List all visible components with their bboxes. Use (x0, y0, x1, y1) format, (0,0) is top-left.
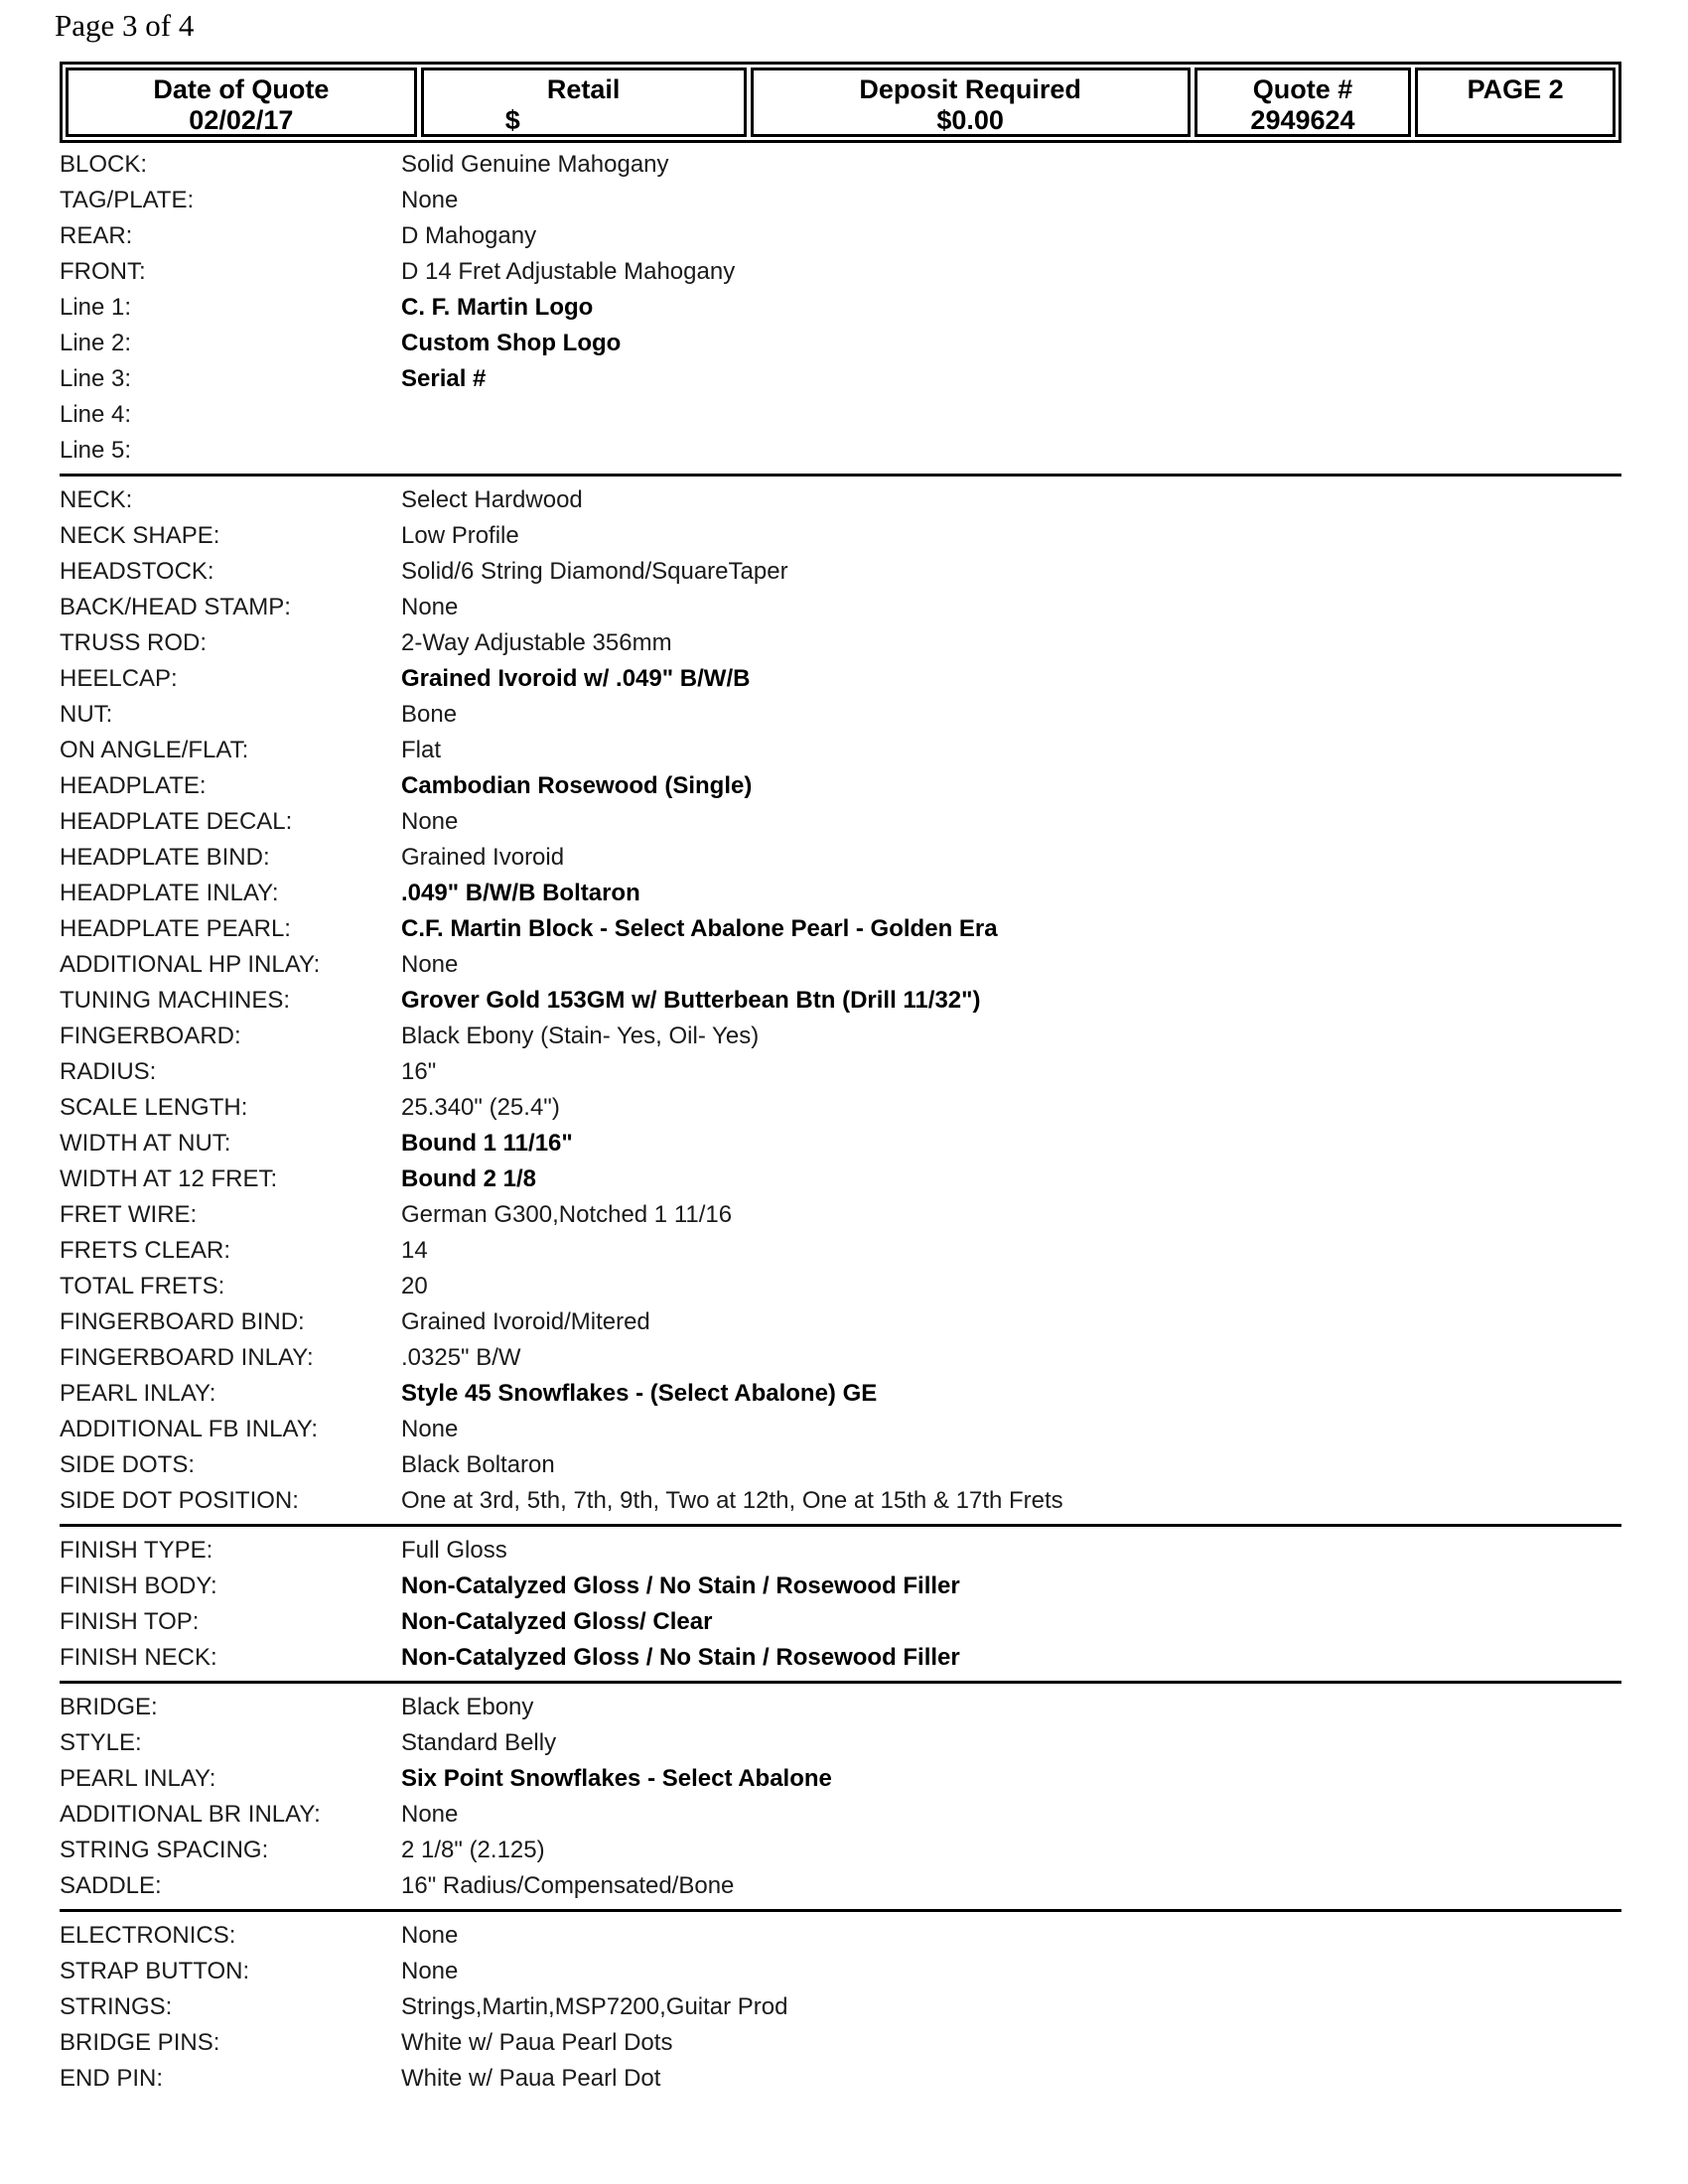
spec-label: STYLE: (60, 1729, 142, 1756)
spec-row (60, 661, 1621, 697)
spec-label: REAR: (60, 222, 133, 249)
spec-value: Non-Catalyzed Gloss / No Stain / Rosewood Filler (401, 1572, 960, 1599)
retail-cell (421, 68, 747, 137)
spec-label: BLOCK: (60, 151, 148, 178)
section-divider (60, 1524, 1621, 1527)
spec-label: HEADPLATE INLAY: (60, 880, 279, 906)
spec-value: None (401, 1958, 459, 1984)
page-number: Page 3 of 4 (55, 8, 195, 43)
spec-label: HEADPLATE DECAL: (60, 808, 293, 835)
spec-row (60, 290, 1621, 326)
spec-row (60, 1304, 1621, 1340)
spec-label: FINISH TYPE: (60, 1537, 213, 1564)
spec-label: SIDE DOT POSITION: (60, 1487, 299, 1514)
spec-value: Style 45 Snowflakes - (Select Abalone) GE (401, 1380, 878, 1407)
deposit-required-cell (751, 68, 1191, 137)
retail-value: $ (504, 105, 520, 135)
spec-row (60, 1690, 1621, 1725)
spec-value: Grover Gold 153GM w/ Butterbean Btn (Drill 11/32") (401, 987, 981, 1014)
spec-value: None (401, 1801, 459, 1828)
spec-label: ON ANGLE/FLAT: (60, 737, 249, 763)
spec-row (60, 1533, 1621, 1569)
spec-value: None (401, 951, 459, 978)
spec-label: FINGERBOARD INLAY: (60, 1344, 314, 1371)
spec-row (60, 590, 1621, 625)
spec-value: Non-Catalyzed Gloss/ Clear (401, 1608, 713, 1635)
spec-value: None (401, 1922, 459, 1949)
spec-value: C.F. Martin Block - Select Abalone Pearl - Golden Era (401, 915, 998, 942)
spec-label: STRING SPACING: (60, 1837, 269, 1863)
spec-label: HEELCAP: (60, 665, 178, 692)
spec-label: FRONT: (60, 258, 146, 285)
spec-value: Non-Catalyzed Gloss / No Stain / Rosewood Filler (401, 1644, 960, 1671)
spec-label: SIDE DOTS: (60, 1451, 196, 1478)
spec-value: Flat (401, 737, 442, 763)
spec-row (60, 768, 1621, 804)
spec-label: WIDTH AT 12 FRET: (60, 1165, 278, 1192)
spec-label: BRIDGE PINS: (60, 2029, 220, 2056)
spec-label: FINGERBOARD: (60, 1023, 241, 1049)
spec-value: Bone (401, 701, 458, 728)
spec-label: SCALE LENGTH: (60, 1094, 248, 1121)
spec-value: 14 (401, 1237, 428, 1264)
spec-value: D Mahogany (401, 222, 537, 249)
spec-value: 20 (401, 1273, 428, 1299)
spec-value: None (401, 808, 459, 835)
spec-row (60, 254, 1621, 290)
spec-value: Grained Ivoroid/Mitered (401, 1308, 650, 1335)
spec-row (60, 733, 1621, 768)
spec-label: HEADPLATE BIND: (60, 844, 270, 871)
spec-row (60, 1483, 1621, 1519)
spec-label: NECK: (60, 486, 133, 513)
spec-label: NECK SHAPE: (60, 522, 220, 549)
spec-label: FINISH BODY: (60, 1572, 217, 1599)
spec-row (60, 1054, 1621, 1090)
spec-row (60, 218, 1621, 254)
spec-row (60, 1269, 1621, 1304)
spec-row (60, 1989, 1621, 2025)
spec-label: END PIN: (60, 2065, 164, 2092)
spec-row (60, 1954, 1621, 1989)
spec-row (60, 1090, 1621, 1126)
spec-label: WIDTH AT NUT: (60, 1130, 231, 1157)
spec-value: .0325" B/W (401, 1344, 521, 1371)
spec-label: Line 1: (60, 294, 132, 321)
spec-row (60, 1604, 1621, 1640)
spec-label: PEARL INLAY: (60, 1380, 216, 1407)
spec-row (60, 1197, 1621, 1233)
spec-label: RADIUS: (60, 1058, 157, 1085)
spec-row (60, 1833, 1621, 1868)
spec-row (60, 1233, 1621, 1269)
spec-label: FINGERBOARD BIND: (60, 1308, 305, 1335)
quote-header-table (60, 62, 1621, 143)
spec-value: Solid Genuine Mahogany (401, 151, 669, 178)
page-cell (1415, 68, 1616, 137)
section-divider (60, 474, 1621, 477)
date-of-quote-cell (66, 68, 417, 137)
spec-value: Standard Belly (401, 1729, 557, 1756)
spec-value: 2-Way Adjustable 356mm (401, 629, 672, 656)
spec-label: ADDITIONAL HP INLAY: (60, 951, 321, 978)
spec-row (60, 326, 1621, 361)
spec-value: 16" (401, 1058, 437, 1085)
spec-value: D 14 Fret Adjustable Mahogany (401, 258, 736, 285)
spec-label: ADDITIONAL FB INLAY: (60, 1416, 319, 1442)
spec-label: NUT: (60, 701, 113, 728)
spec-value: Bound 1 11/16" (401, 1130, 573, 1157)
spec-value: Low Profile (401, 522, 519, 549)
spec-row (60, 1447, 1621, 1483)
spec-label: FRET WIRE: (60, 1201, 198, 1228)
spec-list (60, 147, 1621, 2097)
spec-value: Cambodian Rosewood (Single) (401, 772, 753, 799)
spec-row (60, 1797, 1621, 1833)
spec-row (60, 983, 1621, 1019)
retail-label: Retail (546, 74, 621, 104)
spec-value: Black Ebony (401, 1694, 534, 1720)
spec-value: Six Point Snowflakes - Select Abalone (401, 1765, 832, 1792)
spec-row (60, 482, 1621, 518)
spec-row (60, 1868, 1621, 1904)
spec-row (60, 911, 1621, 947)
spec-value: Black Ebony (Stain- Yes, Oil- Yes) (401, 1023, 760, 1049)
spec-row (60, 876, 1621, 911)
spec-label: TAG/PLATE: (60, 187, 195, 213)
spec-row (60, 1412, 1621, 1447)
spec-label: Line 3: (60, 365, 132, 392)
spec-row (60, 1640, 1621, 1676)
deposit-required-value: $0.00 (936, 105, 1004, 135)
spec-value: Solid/6 String Diamond/SquareTaper (401, 558, 788, 585)
section-divider (60, 1909, 1621, 1912)
spec-row (60, 2025, 1621, 2061)
spec-label: HEADPLATE PEARL: (60, 915, 291, 942)
spec-value: None (401, 594, 459, 620)
spec-label: SADDLE: (60, 1872, 162, 1899)
quote-number-value: 2949624 (1250, 105, 1355, 135)
spec-row (60, 840, 1621, 876)
spec-value: Select Hardwood (401, 486, 583, 513)
spec-label: ELECTRONICS: (60, 1922, 236, 1949)
spec-value: 25.340" (25.4") (401, 1094, 560, 1121)
spec-label: Line 4: (60, 401, 132, 428)
spec-row (60, 1340, 1621, 1376)
spec-value: German G300,Notched 1 11/16 (401, 1201, 733, 1228)
spec-value: One at 3rd, 5th, 7th, 9th, Two at 12th, One at 15th & 17th Frets (401, 1487, 1063, 1514)
spec-value: C. F. Martin Logo (401, 294, 594, 321)
spec-label: Line 2: (60, 330, 132, 356)
spec-label: TRUSS ROD: (60, 629, 208, 656)
spec-row (60, 518, 1621, 554)
spec-row (60, 947, 1621, 983)
spec-value: Black Boltaron (401, 1451, 555, 1478)
spec-row (60, 2061, 1621, 2097)
quote-number-label: Quote # (1252, 74, 1353, 104)
spec-value: 2 1/8" (2.125) (401, 1837, 545, 1863)
spec-row (60, 1161, 1621, 1197)
spec-label: STRAP BUTTON: (60, 1958, 250, 1984)
spec-value: White w/ Paua Pearl Dot (401, 2065, 661, 2092)
spec-row (60, 397, 1621, 433)
spec-row (60, 625, 1621, 661)
spec-value: Strings,Martin,MSP7200,Guitar Prod (401, 1993, 788, 2020)
spec-value: Serial # (401, 365, 487, 392)
quote-number-cell (1195, 68, 1412, 137)
spec-row (60, 433, 1621, 469)
spec-row (60, 1761, 1621, 1797)
spec-row (60, 1569, 1621, 1604)
spec-value: Grained Ivoroid (401, 844, 565, 871)
spec-row (60, 183, 1621, 218)
spec-label: FINISH NECK: (60, 1644, 217, 1671)
spec-value: Bound 2 1/8 (401, 1165, 537, 1192)
spec-label: HEADPLATE: (60, 772, 207, 799)
spec-row (60, 804, 1621, 840)
spec-value: 16" Radius/Compensated/Bone (401, 1872, 735, 1899)
spec-row (60, 554, 1621, 590)
spec-value: .049" B/W/B Boltaron (401, 880, 640, 906)
spec-row (60, 1725, 1621, 1761)
section-divider (60, 1681, 1621, 1684)
spec-label: BACK/HEAD STAMP: (60, 594, 291, 620)
spec-value: None (401, 187, 459, 213)
spec-label: HEADSTOCK: (60, 558, 214, 585)
page-cell-label: PAGE 2 (1467, 74, 1564, 104)
spec-value: White w/ Paua Pearl Dots (401, 2029, 673, 2056)
spec-label: ADDITIONAL BR INLAY: (60, 1801, 321, 1828)
spec-value: Grained Ivoroid w/ .049" B/W/B (401, 665, 751, 692)
spec-row (60, 361, 1621, 397)
date-of-quote-value: 02/02/17 (189, 105, 294, 135)
spec-value: None (401, 1416, 459, 1442)
spec-label: TOTAL FRETS: (60, 1273, 225, 1299)
spec-row (60, 1019, 1621, 1054)
spec-label: FINISH TOP: (60, 1608, 200, 1635)
spec-row (60, 1376, 1621, 1412)
spec-row (60, 697, 1621, 733)
spec-label: Line 5: (60, 437, 132, 464)
spec-row (60, 1918, 1621, 1954)
spec-label: PEARL INLAY: (60, 1765, 216, 1792)
spec-value: Full Gloss (401, 1537, 507, 1564)
deposit-required-label: Deposit Required (859, 74, 1081, 104)
spec-value: Custom Shop Logo (401, 330, 622, 356)
date-of-quote-label: Date of Quote (153, 74, 330, 104)
spec-label: TUNING MACHINES: (60, 987, 291, 1014)
spec-row (60, 147, 1621, 183)
spec-row (60, 1126, 1621, 1161)
spec-label: FRETS CLEAR: (60, 1237, 231, 1264)
spec-label: STRINGS: (60, 1993, 173, 2020)
spec-label: BRIDGE: (60, 1694, 158, 1720)
